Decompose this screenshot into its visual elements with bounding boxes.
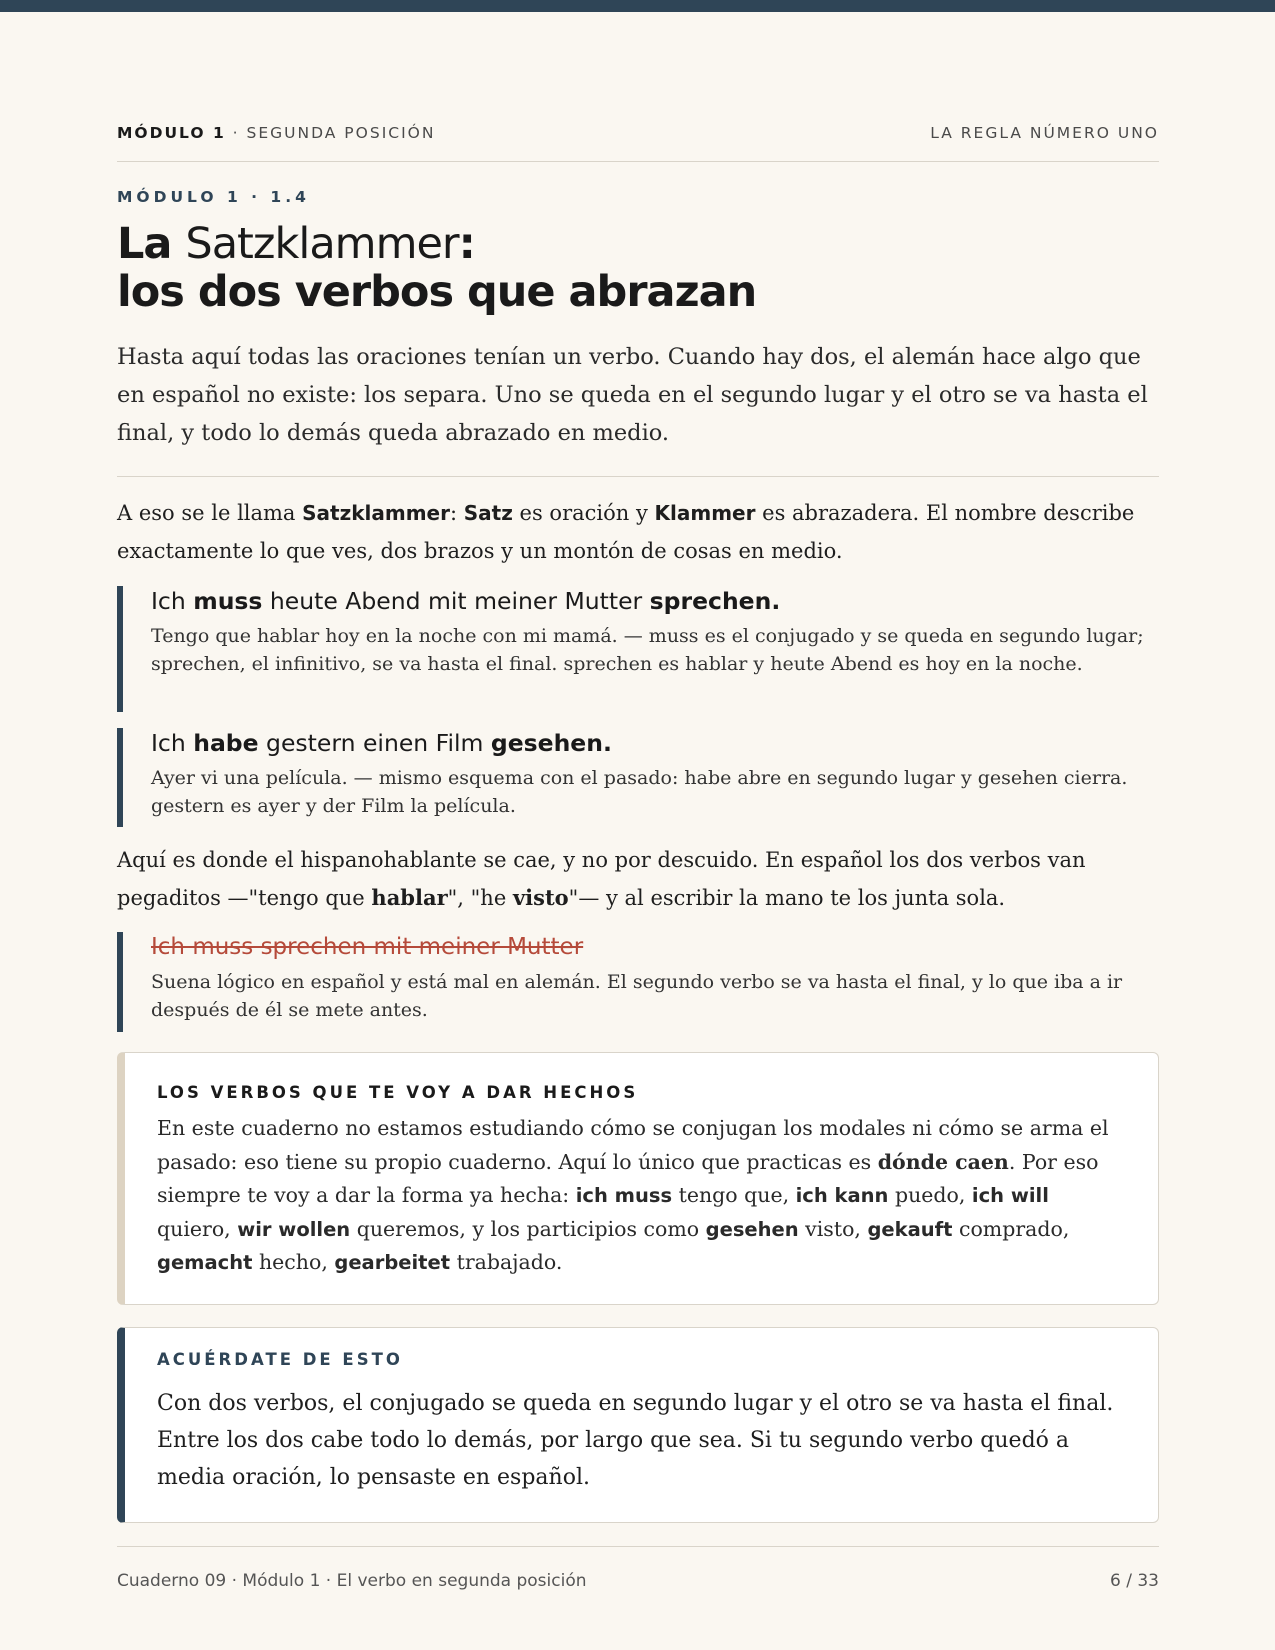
text: Aquí es donde el hispanohablante se cae, y no por descuido. En español los dos verbos van pegaditos —"tengo que xyxy=(117,848,1086,910)
header-module-label: MÓDULO 1 xyxy=(117,124,226,142)
spanish-explanation: Suena lógico en español y está mal en alemán. El segundo verbo se va hasta el final, y lo que iba a ir después de él se mete antes. xyxy=(151,971,1123,1021)
lead-paragraph: Hasta aquí todas las oraciones tenían un verbo. Cuando hay dos, el alemán hace algo que en español no existe: los separa. Uno se queda en el segundo lugar y el otro se va hasta el final, y todo lo demás queda abrazado en medio. xyxy=(117,344,1148,446)
conjugated-verb: habe xyxy=(193,729,259,757)
keyword: Klammer xyxy=(654,501,756,525)
page-footer xyxy=(117,1546,1159,1591)
keyword: ich kann xyxy=(795,1184,889,1207)
remember-box-title: ACUÉRDATE DE ESTO xyxy=(157,1350,403,1369)
emphasis: dónde caen xyxy=(877,1149,1009,1174)
keyword: Satz xyxy=(463,501,513,525)
title-colon: : xyxy=(458,219,475,269)
text: queremos, y los participios como xyxy=(350,1216,706,1241)
keyword: gekauft xyxy=(867,1217,953,1241)
text: quiero, xyxy=(157,1216,238,1241)
section-eyebrow: MÓDULO 1 · 1.4 xyxy=(117,188,310,206)
text: Ich xyxy=(151,729,194,757)
text: puedo, xyxy=(888,1183,972,1207)
keyword: ich will xyxy=(971,1184,1049,1207)
header-module-topic: · SEGUNDA POSICIÓN xyxy=(225,124,436,142)
text: es oración y xyxy=(512,501,655,525)
text: tengo que, xyxy=(672,1183,796,1207)
title-term: Satzklammer xyxy=(185,219,459,269)
keyword: ich muss xyxy=(575,1184,673,1207)
remember-box xyxy=(117,1327,1159,1523)
example-block xyxy=(117,586,1159,712)
text: . xyxy=(771,587,781,615)
keyword: gesehen xyxy=(705,1217,799,1241)
text: es abrazadera. El nombre describe exactamente lo que ves, dos brazos y un montón de cosas en medio. xyxy=(117,501,1135,563)
german-sentence xyxy=(151,586,1159,616)
text: En este cuaderno no estamos estudiando cómo se conjugan los modales ni cómo se arma el pasado: eso tiene su propio cuaderno. Aquí lo único que practicas es xyxy=(157,1116,1109,1174)
german-sentence xyxy=(151,728,1159,758)
text: . xyxy=(602,729,612,757)
header-section-title: LA REGLA NÚMERO UNO xyxy=(930,124,1159,142)
keyword: Satzklammer xyxy=(302,501,450,525)
note-box xyxy=(117,1052,1159,1305)
final-verb: gesehen xyxy=(490,729,603,757)
keyword: wir wollen xyxy=(237,1217,351,1241)
wrong-sentence: Ich muss sprechen mit meiner Mutter xyxy=(151,934,584,960)
text: comprado, xyxy=(952,1216,1070,1241)
page-number: 6 / 33 xyxy=(1110,1571,1159,1591)
wrong-example-block xyxy=(117,932,1159,1032)
text: visto, xyxy=(798,1216,868,1241)
text: . Por eso siempre te voy a dar la forma ya hecha: xyxy=(157,1149,1099,1207)
text: Ich xyxy=(151,587,194,615)
text: heute Abend mit meiner Mutter xyxy=(262,587,650,615)
note-box-text xyxy=(157,1112,1128,1280)
keyword: gemacht xyxy=(157,1251,253,1274)
intro-paragraph xyxy=(117,494,1159,570)
footer-title: Cuaderno 09 · Módulo 1 · El verbo en segunda posición xyxy=(117,1571,587,1591)
top-accent-bar xyxy=(0,0,1275,12)
example-block xyxy=(117,728,1159,827)
conjugated-verb: muss xyxy=(193,587,263,615)
remember-box-text: Con dos verbos, el conjugado se queda en segundo lugar y el otro se va hasta el final. Entre los dos cabe todo lo demás, por largo que sea. Si tu segundo verbo quedó a media oración, lo pensaste en español. xyxy=(157,1391,1114,1490)
keyword: gearbeitet xyxy=(334,1251,451,1274)
emphasis: hablar xyxy=(371,885,448,910)
header-left xyxy=(117,124,435,142)
text: hecho, xyxy=(252,1250,335,1274)
spanish-explanation: Ayer vi una película. — mismo esquema con el pasado: habe abre en segundo lugar y gesehen cierra. gestern es ayer y der Film la película. xyxy=(151,767,1128,817)
emphasis: visto xyxy=(512,885,569,910)
text: A eso se le llama xyxy=(117,501,303,525)
text: gestern einen Film xyxy=(258,729,491,757)
final-verb: sprechen xyxy=(649,587,772,615)
note-box-title: LOS VERBOS QUE TE VOY A DAR HECHOS xyxy=(157,1083,639,1102)
title-part1: La xyxy=(117,219,172,269)
spanish-explanation: Tengo que hablar hoy en la noche con mi mamá. — muss es el conjugado y se queda en segundo lugar; sprechen, el infinitivo, se va hasta el final. sprechen es hablar y heute Abend es hoy en la noche. xyxy=(151,625,1144,675)
text: trabajado. xyxy=(450,1250,563,1274)
title-line2: los dos verbos que abrazan xyxy=(117,267,757,317)
text: "— y al escribir la mano te los junta sola. xyxy=(568,886,1006,910)
running-header xyxy=(117,124,1159,162)
divider xyxy=(117,476,1159,477)
warning-paragraph xyxy=(117,841,1159,917)
text: ", "he xyxy=(447,886,513,910)
text: : xyxy=(450,501,464,525)
page-title xyxy=(117,220,1159,316)
